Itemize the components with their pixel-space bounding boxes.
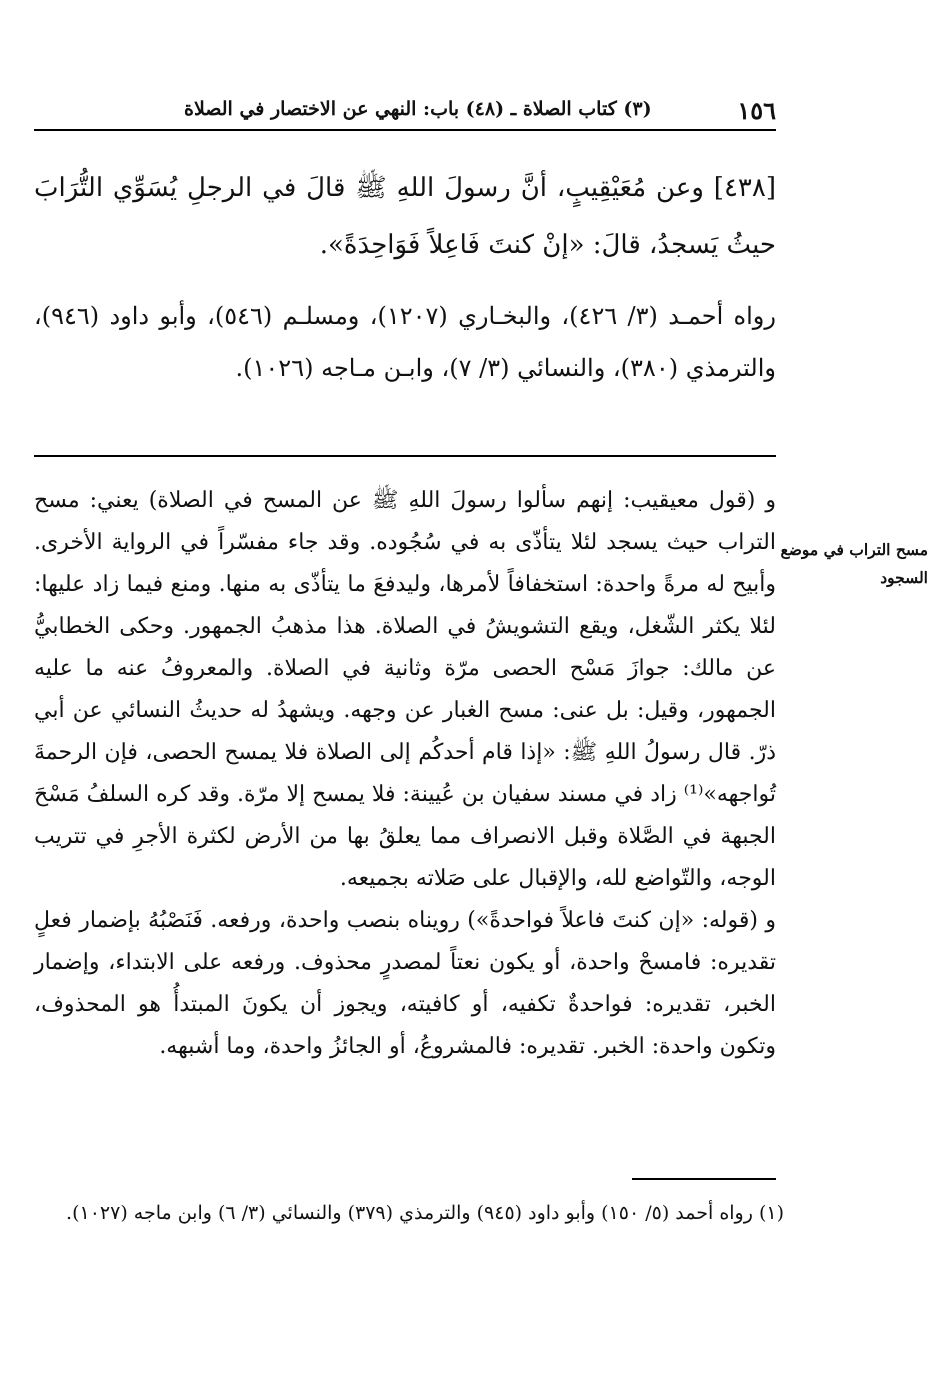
header-rule [34, 129, 776, 131]
footnote-item: (١) رواه أحمد (٥/ ١٥٠) وأبو داود (٩٤٥) والترمذي (٣٧٩) والنسائي (٣/ ٦) وابن ماجه (١٠٢٧). [66, 1202, 784, 1224]
section-divider [34, 455, 776, 457]
commentary-paragraph: و (قول معيقيب: إنهم سألوا رسولَ اللهِ ﷺ عن المسح في الصلاة) يعني: مسح التراب حيث يسجد لئلا يتأذّى به في سُجُوده. وقد جاء مفسّراً في الرواية الأخرى. وأبيح له مرةً واحدة: استخفافاً لأمرها، وليدفعَ ما يتأذّى به منها. ومنع فيما زاد عليها: لئلا يكثر الشّغل، ويقع التشويشُ في الصلاة. هذا مذهبُ الجمهور. وحكى الخطابيُّ عن مالك: جوازَ مَسْح الحصى مرّة وثانية في الصلاة. والمعروفُ عنه ما عليه الجمهور، وقيل: بل عنى: مسح الغبار عن وجهه. ويشهدُ له حديثُ النسائي عن أبي ذرّ. قال رسولُ اللهِ ﷺ: «إذا قام أحدكُم إلى الصلاة فلا يمسح الحصى، فإن الرحمةَ تُواجهه»⁽¹⁾ زاد في مسند سفيان بن عُيينة: فلا يمسح إلا مرّة. وقد كره السلفُ مَسْحَ الجبهة في الصَّلاة وقبل الانصراف مما يعلقُ بها من الأرض لكثرة الأجرِ في تتريب الوجه، والتّواضع لله، والإقبال على صَلاته بجميعه. [34, 488, 776, 891]
page-header [34, 94, 776, 128]
footnote-rule [632, 1178, 776, 1180]
takhrij-text: رواه أحمـد (٣/ ٤٢٦)، والبخـاري (١٢٠٧)، ومسلـم (٥٤٦)، وأبو داود (٩٤٦)، والترمذي (٣٨٠)، والنسائي (٣/ ٧)، وابـن مـاجه (١٠٢٦). [34, 302, 776, 382]
takhrij-block [34, 290, 776, 394]
hadith-text: [٤٣٨] وعن مُعَيْقِيبٍ، أنَّ رسولَ اللهِ ﷺ قالَ في الرجلِ يُسَوِّي التُّرَابَ حيثُ يَسجدُ، قالَ: «إنْ كنتَ فَاعِلاً فَوَاحِدَةً». [34, 173, 776, 260]
footnotes-block [34, 1195, 784, 1232]
hadith-block [34, 160, 776, 274]
commentary-paragraph: و (قوله: «إن كنتَ فاعلاً فواحدةً») رويناه بنصب واحدة، ورفعه. فَنَصْبُهُ بإضمار فعلٍ تقديره: فامسحْ واحدة، أو يكون نعتاً لمصدرٍ محذوف. ورفعه على الابتداء، وإضمار الخبر، تقديره: فواحدةٌ تكفيه، أو كافيته، ويجوز أن يكونَ المبتدأُ هو المحذوف، وتكون واحدة: الخبر. تقديره: فالمشروعُ، أو الجائزُ واحدة، وما أشبهه. [34, 908, 776, 1059]
commentary-block [34, 480, 776, 1068]
page-number: ١٥٦ [737, 96, 776, 125]
running-head: (٣) كتاب الصلاة ـ (٤٨) باب: النهي عن الاختصار في الصلاة [184, 98, 652, 120]
margin-note: مسح التراب في موضع السجود [780, 540, 928, 587]
